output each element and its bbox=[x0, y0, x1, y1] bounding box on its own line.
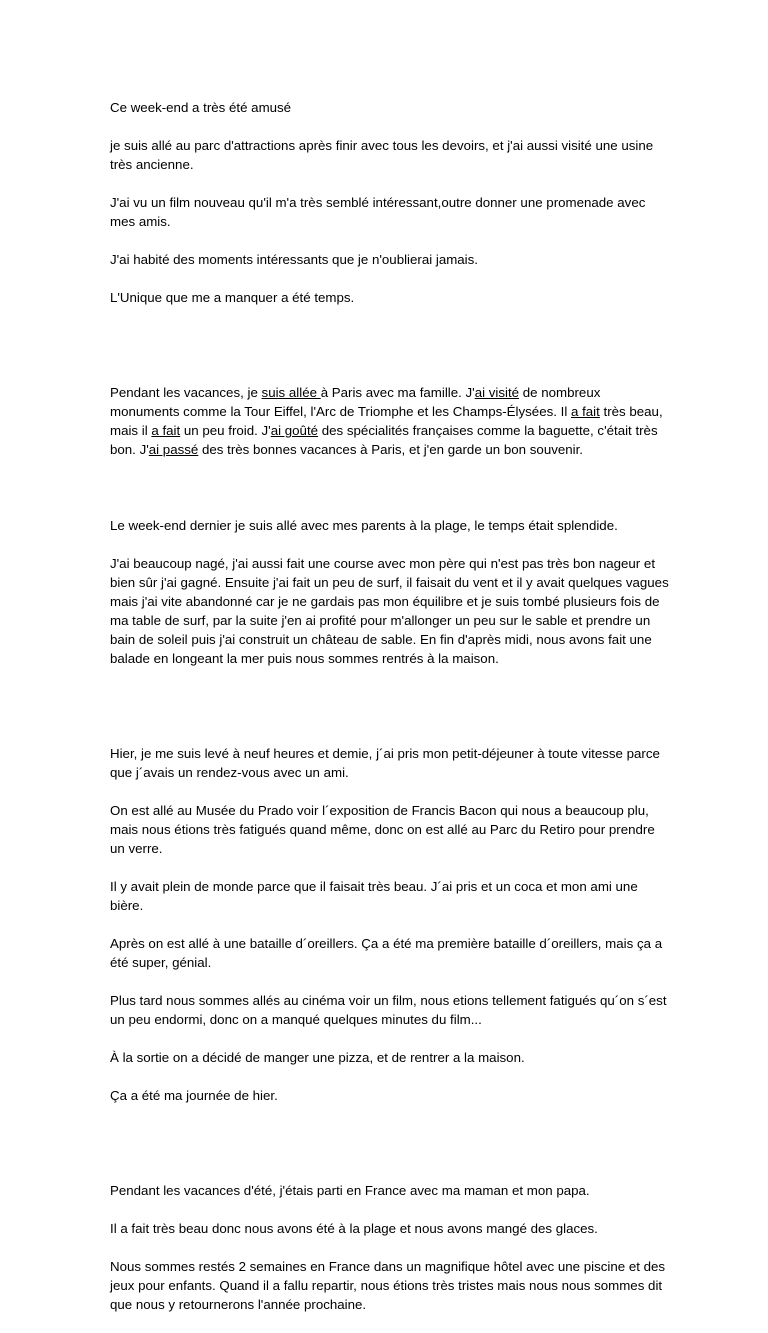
text-line: Ça a été ma journée de hier. bbox=[110, 1088, 278, 1103]
text-segment: à Paris avec ma famille. J' bbox=[320, 385, 475, 400]
text-line: Ce week-end a très été amusé bbox=[110, 100, 292, 115]
text-line: À la sortie on a décidé de manger une pizza, et de rentrer a la maison. bbox=[110, 1050, 525, 1065]
text-line: Nous sommes restés 2 semaines en France dans un magnifique hôtel avec une piscine et des jeux pour enfants. Quand il a fallu repartir, nous étions très tristes mais nous nous sommes dit que nous y retournerons l'année prochaine. bbox=[110, 1259, 666, 1312]
text-line: On est allé au Musée du Prado voir l´exposition de Francis Bacon qui nous a beaucoup plu, mais nous étions très fatigués quand même, donc on est allé au Parc du Retiro pour prendre un verre. bbox=[110, 803, 655, 856]
text-line: Le week-end dernier je suis allé avec mes parents à la plage, le temps était splendide. bbox=[110, 518, 618, 533]
paragraph-hier-madrid bbox=[110, 725, 670, 1124]
paragraph-plage bbox=[110, 497, 670, 687]
text-segment: des spécialités françaises comme la baguette, c'était très bon. J' bbox=[110, 423, 658, 457]
text-line: Il y avait plein de monde parce que il faisait très beau. J´ai pris et un coca et mon ami une bière. bbox=[110, 879, 638, 913]
underlined-verb: ai passé bbox=[148, 442, 199, 457]
underlined-verb: a fait bbox=[151, 423, 181, 438]
text-segment: Pendant les vacances, je bbox=[110, 385, 262, 400]
text-line: Plus tard nous sommes allés au cinéma voir un film, nous etions tellement fatigués qu´on s´est un peu endormi, donc on a manqué quelques minutes du film... bbox=[110, 993, 667, 1027]
text-line: L'Unique que me a manquer a été temps. bbox=[110, 290, 355, 305]
text-line: J'ai vu un film nouveau qu'il m'a très semblé intéressant,outre donner une promenade avec mes amis. bbox=[110, 195, 646, 229]
text-line: J'ai beaucoup nagé, j'ai aussi fait une course avec mon père qui n'est pas très bon nageur et bien sûr j'ai gagné. Ensuite j'ai fait un peu de surf, il faisait du vent et il y avait quelques vagues mais j'ai vite abandonné car je ne gardais pas mon équilibre et je suis tombé plusieurs fois de ma table de surf, par la suite j'en ai profité pour m'allonger un peu sur le sable et prendre un bain de soleil puis j'ai construit un château de sable. En fin d'après midi, nous avons fait une balade en longeant la mer puis nous sommes rentrés à la maison. bbox=[110, 556, 669, 666]
text-line: Après on est allé à une bataille d´oreillers. Ça a été ma première bataille d´oreillers, mais ça a été super, génial. bbox=[110, 936, 663, 970]
document-page bbox=[110, 79, 670, 1333]
text-segment: un peu froid. J' bbox=[180, 423, 271, 438]
text-line: je suis allé au parc d'attractions après finir avec tous les devoirs, et j'ai aussi visité une usine très ancienne. bbox=[110, 138, 654, 172]
text-line: Hier, je me suis levé à neuf heures et demie, j´ai pris mon petit-déjeuner à toute vitesse parce que j´avais un rendez-vous avec un ami. bbox=[110, 746, 660, 780]
text-segment: de nombreux monuments comme la Tour Eiffel, l'Arc de Triomphe et les Champs-Élysées. Il bbox=[110, 385, 601, 419]
text-line: J'ai habité des moments intéressants que je n'oublierai jamais. bbox=[110, 252, 478, 267]
text-line: Pendant les vacances d'été, j'étais parti en France avec ma maman et mon papa. bbox=[110, 1183, 590, 1198]
paragraph-vacances-ete bbox=[110, 1162, 670, 1333]
text-segment: très beau, mais il bbox=[110, 404, 663, 438]
text-line: Il a fait très beau donc nous avons été à la plage et nous avons mangé des glaces. bbox=[110, 1221, 598, 1236]
paragraph-weekend-amuse bbox=[110, 79, 670, 326]
underlined-verb: ai visité bbox=[474, 385, 520, 400]
paragraph-vacances-paris bbox=[110, 364, 670, 459]
underlined-verb: suis allée bbox=[261, 385, 321, 400]
text-segment: des très bonnes vacances à Paris, et j'en garde un bon souvenir. bbox=[198, 442, 583, 457]
underlined-verb: ai goûté bbox=[270, 423, 319, 438]
underlined-verb: a fait bbox=[570, 404, 600, 419]
